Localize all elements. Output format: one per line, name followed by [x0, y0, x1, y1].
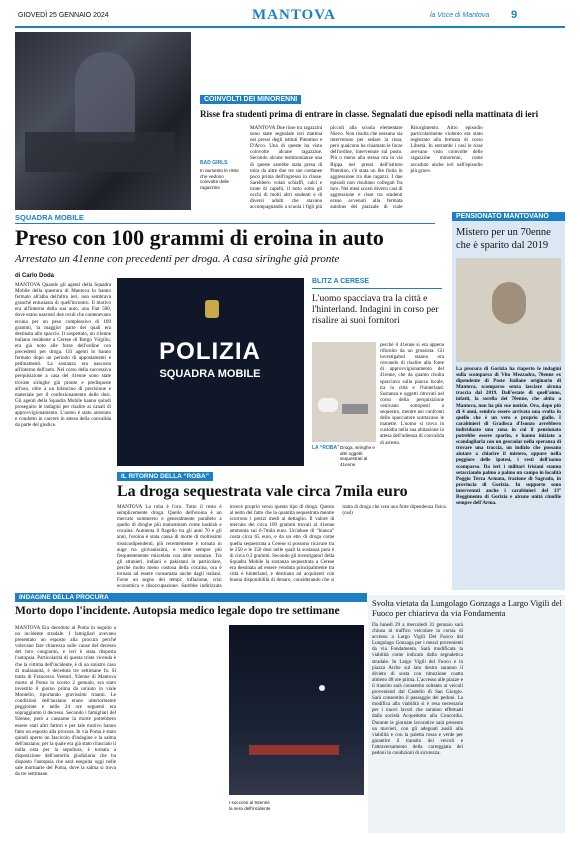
issue-date: GIOVEDÌ 25 GENNAIO 2024 [18, 12, 109, 19]
blitz-tag: BLITZ A CERESE [312, 278, 370, 285]
squad-text: SQUADRA MOBILE [159, 368, 261, 380]
sidebar-tag: PENSIONATO MANTOVANO [452, 212, 565, 221]
minors-caption: In aumento le risse che vedono coinvolte delle ragazzine [200, 168, 239, 190]
students-photo [15, 32, 191, 210]
main-tag: SQUADRA MOBILE [15, 213, 84, 222]
traffic-headline: Svolta vietata da Lungolago Gonzaga a Largo Vigili del Fuoco per chiarirva da via Fondamenta [372, 598, 562, 618]
minors-headline: Risse fra studenti prima di entrare in classe. Segnalati due episodi nella mattinata di ieri [200, 109, 539, 119]
blitz-headline: L'uomo spacciava tra la città e l'hinterland. Indagini in corso per risalire ai suoi fornitori [312, 294, 439, 326]
death-tag: INDAGINE DELLA PROCURA [15, 593, 367, 602]
main-subheadline: Arrestato un 41enne con precedenti per droga. A casa siringhe già pronte [15, 253, 340, 265]
blitz-rule [312, 288, 442, 289]
death-headline: Morto dopo l'incidente. Autopsia medico legale dopo tre settimane [15, 605, 340, 617]
minors-caption-tag: BAD GIRLS [200, 160, 228, 166]
sidebar-photo [456, 258, 561, 362]
paper-name: la Voce di Mantova [430, 12, 490, 19]
value-tag: IL RITORNO DELLA “ROBA” [117, 472, 213, 481]
value-headline: La droga sequestrata vale circa 7mila euro [117, 483, 408, 500]
accident-photo [229, 625, 364, 795]
page-number: 9 [511, 9, 518, 21]
police-text: POLIZIA [159, 338, 261, 365]
header-rule [15, 26, 565, 28]
accident-caption: I soccorsi al 92enne la sera dell'incidente [229, 800, 271, 811]
traffic-body: Da lunedì 29 a mercoledì 31 gennaio sarà chiusa al traffico veicolare la corsia di accesso a Largo Vigili Del Fuoco dal Lungolago Gonzaga per i mezzi provenienti da via Fondamenta. Sarà modificata la viabilità come indicato dalla segnaletica stradale. In Largo Vigili del Fuoco e in piazza Arche sul lato destro saranno il divieto di sosta con rimozione coatta almeno 48 ore prima. L'accesso alle piazze e il transito sarà consentito soltanto ai veicoli provenienti dal Castello di San Giorgio. Sarà consentito il passaggio dei pedoni. La modifica alla viabilità si è resa necessaria per i nuovi lavori che saranno effettuati dalla società Acquedotto alla Concordia. Durante le giornate lavorative sarà presente un movieri, con gli adeguati ausili alla viabilità e con la paletta rossa e verde per garantire il transito dei veicoli e l'attraversamento della carreggiata dei pedoni in condizioni di sicurezza. [372, 622, 463, 756]
main-byline: di Carlo Doda [15, 273, 55, 279]
drugs-photo [312, 342, 376, 442]
main-headline: Preso con 100 grammi di eroina in auto [15, 225, 384, 250]
main-tag-rule [15, 223, 435, 224]
blitz-caption: Droga, siringhe e altri oggetti sequestrati al 41enne [340, 445, 375, 467]
police-photo [117, 278, 304, 466]
badge-icon [205, 300, 219, 318]
death-body: MANTOVA Era deceduto al Poma in seguito a un incidente stradale. I famigliari avevano presentato un esposto alla procura perché volevano fare chiarezza sulle cause del decesso del loro congiunto, e ieri è stata disposta l'autopsia. Particolarità di questa triste vicenda è che la vittima dell'incidente, è di un sinistro caso di malasanità, è deceduta tre settimane fa. Si tratta di Francesco Venturi, 92enne di Mantova morto al Poma lo scorso 2 gennaio, era stato investito il giorno prima da un'auto in viale Montello, riportando gravissimi traumi. Le condizioni dell'anziano erano ulteriormente peggiorate e nelle 24 ore seguenti era sopraggiunto il decesso. Secondo i famigliari del 92enne, però a causarne la morte potrebbero essere stati altri fattori e per tale motivo hanno fatto un esposto alla procura. In via Poma è stato quindi aperto un fascicolo d'indagine e la salma dell'anziano, per la quale era già stato rilasciato il nulla osta per la sepoltura, è tornata a disposizione dell'autorità giudiziaria che ha disposto l'autopsia che sarà eseguita oggi nelle sale mortuarie del Poma, dove la salma si trova da tre settimane. [15, 625, 116, 778]
blitz-caption-tag: LA “ROBA” [312, 445, 340, 451]
minors-tag: COINVOLTI DEI MINORENNI [200, 95, 301, 104]
value-body: MANTOVA La roba è l'oro. Tutto il resto è semplicemente droga. Quello dell'eroina è un mercato sommerso e generalmente parallelo a quello di droghe più mainstream come hashish e cocaina. Aumenta il flagello tra gli anni 70 e gli anni, l'eroina è stata causa di morte di moltissimi tossicodipendenti, più recentemente è tornata in auge tra giovanissimi, e viene sempre più frequentemente miscelata con altre sostanze. Tra gli stranieri, indiani e pakistani in particolare, perché molto meno costosa della cocaina, ora è tornata ad essere consumata anche dagli italiani. Forse un segno dei tempi: inflazione, crisi economica e disoccupazione. Sarebbe indirizzata invece proprio verso questo tipo di droga. Questo al netto del fatto che la quantità sequestrata mentre scorrono i prezzi medi al dettaglio. Il valore di mercato dei circa 109 grammi trovati al 41enne ammonta sui 6-7mila euro. Un'adose di “bianca” costa circa 65 euro, e da un etto di droga come quella sequestrata a Cerese si possono ricavare tra le 250 e le 350 dosi nelle quali la sostanza pura è di circa 0,3 grammi. Secondo gli investigatori della Squadra Mobile la sostanza sequestrata a Cerese era destinata ad essere venduta principalmente tra città e hinterland, e destinata ad acquirenti con buona disponibilità di denaro, considerando che si tratta di droga che crea una forte dipendenza fisica. (cad) [117, 504, 447, 590]
main-body: MANTOVA Quando gli agenti della Squadra Mobile della questura di Mantova lo hanno fermato all'alba dell'altro ieri, non sembrava granché entusiasta di quell'incontro. Il motivo era all'interno della sua auto, una Fiat 500, dove erano nascosti due ovuli che contenevano eroina per un peso complessivo di 109 grammi, la maggior parte dei quali era destinata allo spaccio. Il sospettato, un 41enne italiano residente a Cerese di Borgo Virgilio, era già noto alle forze dell'ordine con precedenti per droga. Gli agenti lo hanno fermato dopo un periodo di appostamenti e pedinamenti. La sostanza era nascosta all'interno dell'auto. Nel corso della successiva perquisizione a casa del 41enne sono state trovate siringhe già pronte e predisposte all'uso, oltre a un bilancino di precisione e materiale per il confezionamento delle dosi. Gli agenti della Squadra Mobile hanno quindi proseguito le indagini per risalire ai canali di approvvigionamento. L'uomo è stato arrestato e condotto in carcere in attesa della convalida da parte del giudice. [15, 282, 111, 429]
blitz-body: perché il 41enne si era appena rifornito da un grossista. Gli investigatori stanno ora cercando di risalire alla fonte di approvvigionamento del 41enne, che da quanto risulta spacciava sulla piazza locale, tra la città e l'hinterland. Sostanza e oggetti ritrovati nel corso della perquisizione venivano sottoposti a sequestro, mentre nei confronti dello spacciatore scattavano le manette. L'uomo si trova in custodia nella sua abitazione in attesa dell'udienza di convalida di arresto. [380, 342, 444, 446]
minors-body: MANTOVA Due risse tra ragazzini sono state segnalate ieri mattina nei pressi degli istituti Pitentino e D'Arco. Una di queste ha visto coinvolte alcune ragazzine. Secondo alcune testimonianze una di queste sarebbe stata presa di mira da altre due tre sue coetanee poco prima dell'ingresso in classe. Sarebbero volati schiaffi, calci e tirate di capelli, il tutto sotto gli occhi di molti altri studenti e di diversi adulti che stavano accompagnando a scuola i figli più piccoli alla scuola elementare Nievo. Non risulta che nessuno sia intervenuto per sedare la rissa, però qualcuno ha chiamato le forze dell'ordine, intervenute sul posto. Più o meno alla stessa ora in via Rippa nei pressi dell'istituto Pitentino, c'è stata un lite finita in aggressione tra due ragazzi. I due episodi non risultano collegati fra loro. Nei mesi scorsi diversi casi di aggressione e risse tra studenti erano avvenuti alla fermata autobus del piazzale di viale Risorgimento. Altro episodio particolarmente violento era stato registrato alla fermata di corso Libertà. In entrambi i casi le risse avevano visto coinvolte delle ragazzine minorenni, come accaduto anche ieri nell'episodio più grave. [250, 125, 483, 211]
section-title: MANTOVA [252, 7, 336, 23]
sidebar-body: La procura di Gorizia ha riaperto le indagini sulla scomparsa di Vito Mezzadra, 70enne ex dipendente di Poste Italiane originario di Mantova, scomparso senza lasciare alcuna traccia dal 2019. Dall'estate di quell'anno, infatti, la sorella del 70enne, che abita a Mantova, non ha più sue notizie. Ora, dopo più di 4 anni, sembra essere arrivata una svolta in quello che è un vero e proprio giallo. I carabinieri di Gradisca d'Isonzo avrebbero individuato una zona in cui il pensionato potrebbe essere sparito, e hanno iniziato a scandagliarla con un georadar nella speranza di trovare una traccia, un indizio che possano aiutare a chiarire il mistero, oppure nella peggiore delle ipotesi, i resti dell'uomo scomparso. Da ieri i militari frisiani stanno setacciando palmo a palmo un campo in località Poggio Terza Armata, frazione di Sagrado, in provincia di Gorizia. In supporto sono intervenuti anche i carabinieri del 13° Reggimento di Gorizia e alcune unità cinofile sempre dell'Arma. [456, 366, 561, 507]
sidebar-headline: Mistero per un 70enne che è sparito dal 2019 [456, 227, 551, 251]
